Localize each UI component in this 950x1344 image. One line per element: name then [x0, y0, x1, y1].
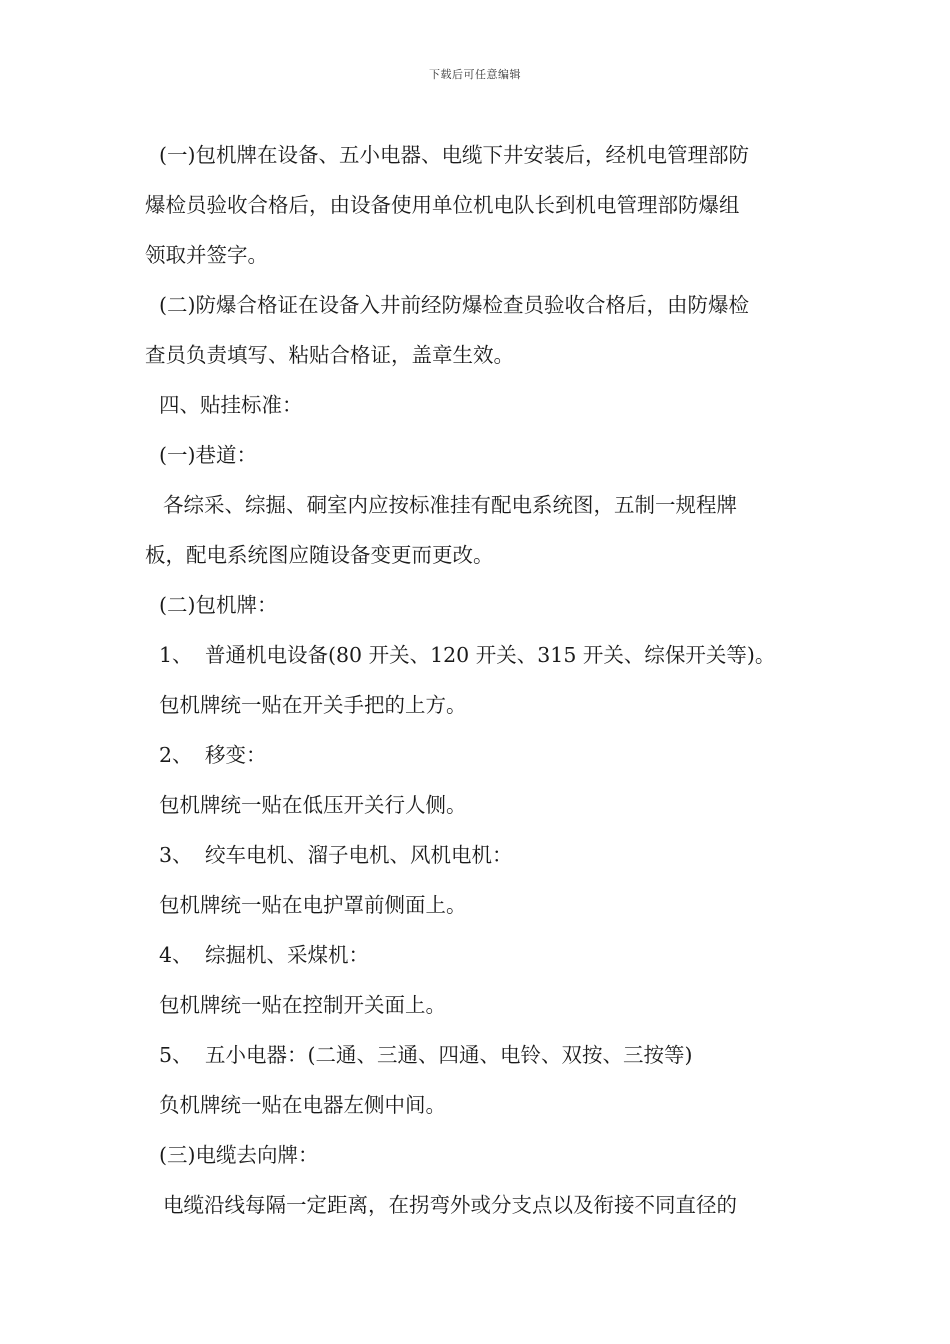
list-item-number: 3、: [159, 843, 193, 867]
list-item-number: 5、: [159, 1043, 193, 1067]
list-item: [145, 630, 813, 730]
text-line: 板，配电系统图应随设备变更而更改。: [145, 543, 494, 567]
list-item-description: 包机牌统一贴在控制开关面上。: [159, 993, 446, 1017]
paragraph-certificate: [145, 280, 813, 380]
list-item-title: 普通机电设备(80 开关、120 开关、315 开关、综保开关等)。: [205, 643, 776, 667]
text-line: (一)包机牌在设备、五小电器、电缆下井安装后，经机电管理部防: [159, 143, 749, 167]
subsection-heading: (一)巷道：: [159, 443, 257, 467]
text-line: (二)防爆合格证在设备入井前经防爆检查员验收合格后，由防爆检: [159, 293, 749, 317]
list-item-title-line: [145, 730, 813, 780]
list-item-title-line: [145, 930, 813, 980]
list-item-title: 综掘机、采煤机：: [205, 943, 369, 967]
list-item-title-line: [145, 1030, 813, 1080]
list-item-number: 4、: [159, 943, 193, 967]
paragraph-acceptance: [145, 130, 813, 280]
document-body: [145, 130, 813, 1230]
subsection-heading: (三)电缆去向牌：: [159, 1143, 319, 1167]
list-item-title: 移变：: [205, 743, 267, 767]
text-line: 查员负责填写、粘贴合格证，盖章生效。: [145, 343, 514, 367]
list-item: [145, 930, 813, 1030]
list-item: [145, 830, 813, 930]
page-header: 下载后可任意编辑: [429, 68, 521, 81]
subsection-heading: (二)包机牌：: [159, 593, 278, 617]
list-item-title-line: [145, 630, 813, 680]
text-line: 爆检员验收合格后，由设备使用单位机电队长到机电管理部防爆组: [145, 193, 740, 217]
list-item-description: 包机牌统一贴在开关手把的上方。: [159, 693, 467, 717]
list-item-description: 包机牌统一贴在电护罩前侧面上。: [159, 893, 467, 917]
list-item: [145, 1030, 813, 1130]
text-line: 领取并签字。: [145, 243, 268, 267]
list-item-title-line: [145, 830, 813, 880]
paragraph-roadway: [145, 480, 813, 580]
list-item-number: 2、: [159, 743, 193, 767]
list-item: [145, 730, 813, 830]
list-item-title: 五小电器：(二通、三通、四通、电铃、双按、三按等): [205, 1043, 693, 1067]
section-heading: 四、贴挂标准：: [159, 393, 303, 417]
list-item-description: 负机牌统一贴在电器左侧中间。: [159, 1093, 446, 1117]
list-item-number: 1、: [159, 643, 193, 667]
text-line: 各综采、综掘、硐室内应按标准挂有配电系统图，五制一规程牌: [163, 493, 737, 517]
list-item-title: 绞车电机、溜子电机、风机电机：: [205, 843, 513, 867]
paragraph-cable-tag: 电缆沿线每隔一定距离，在拐弯外或分支点以及衔接不同直径的: [163, 1193, 737, 1217]
list-item-description: 包机牌统一贴在低压开关行人侧。: [159, 793, 467, 817]
